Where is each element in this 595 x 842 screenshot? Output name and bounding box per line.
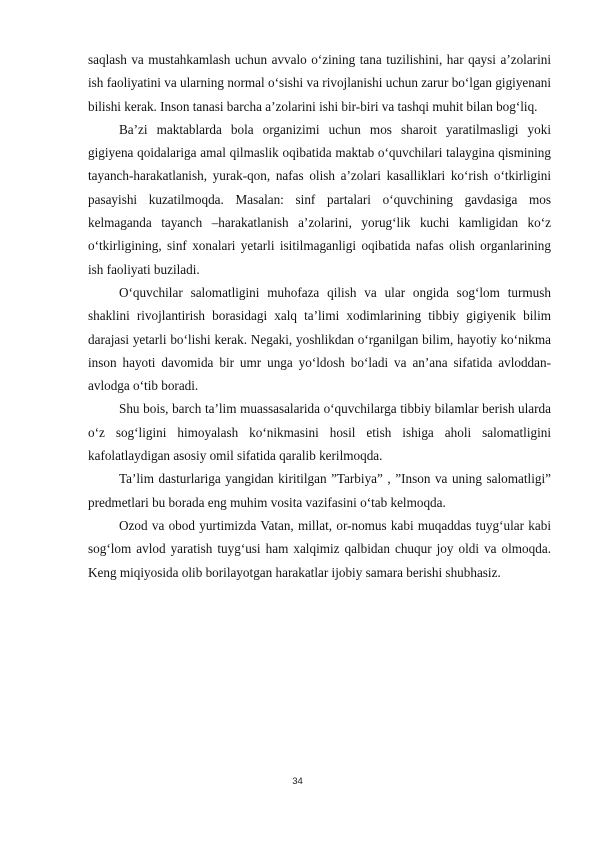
paragraph-3: O‘quvchilar salomatligini muhofaza qilish va ular ongida sog‘lom turmush shaklini rivojlantirish borasidagi xalq ta’limi xodimlarining tibbiy gigiyenik bilim darajasi yetarli bo‘lishi kerak. Negaki, yoshlikdan o‘rganilgan bilim, hayotiy ko‘nikma inson hayoti davomida bir umr unga yo‘ldosh bo‘ladi va an’ana sifatida avloddan- avlodga o‘tib boradi. <box>88 284 551 394</box>
paragraph-1: saqlash va mustahkamlash uchun avvalo o‘zining tana tuzilishini, har qaysi a’zolarini ish faoliyatini va ularning normal o‘sishi va rivojlanishi uchun zarur bo‘lgan gigiyenani bilishi kerak. Inson tanasi barcha a’zolarini ishi bir-biri va tashqi muhit bilan bog‘liq. <box>88 52 551 114</box>
paragraph-4: Shu bois, barch ta’lim muassasalarida o‘quvchilarga tibbiy bilamlar berish ularda o‘z sog‘ligini himoyalash ko‘nikmasini hosil etish ishiga aholi salomatligini kafolatlaydigan asosiy omil sifatida qaralib kerilmoqda. <box>88 401 551 464</box>
paragraph-6: Ozod va obod yurtimizda Vatan, millat, or-nomus kabi muqaddas tuyg‘ular kabi sog‘lom avlod yaratish tuyg‘usi ham xalqimiz qalbidan chuqur joy oldi va olmoqda. Keng miqiyosida olib borilayotgan harakatlar ijobiy samara berishi shubhasiz. <box>88 517 551 580</box>
page-number: 34 <box>292 776 303 787</box>
paragraph-5: Ta’lim dasturlariga yangidan kiritilgan ”Tarbiya” , ”Inson va uning salomatligi” predmetlari bu borada eng muhim vosita vazifasini o‘tab kelmoqda. <box>88 471 551 510</box>
paragraph-2: Ba’zi maktablarda bola organizimi uchun mos sharoit yaratilmasligi yoki gigiyena qoidalariga amal qilmaslik oqibatida maktab o‘quvchilari talaygina qismining tayanch-harakatlanish, yurak-qon, nafas olish a’zolari kasalliklari ko‘rish o‘tkirligini pasayishi kuzatilmoqda. Masalan: sinf partalari o‘quvchining gavdasiga mos kelmaganda tayanch –harakatlanish a’zolarini, yorug‘lik kuchi kamligidan ko‘z o‘tkirligining, sinf xonalari yetarli isitilmaganligi oqibatida nafas olish organlarining ish faoliyati buziladi. <box>88 121 551 277</box>
body-text <box>88 48 551 584</box>
